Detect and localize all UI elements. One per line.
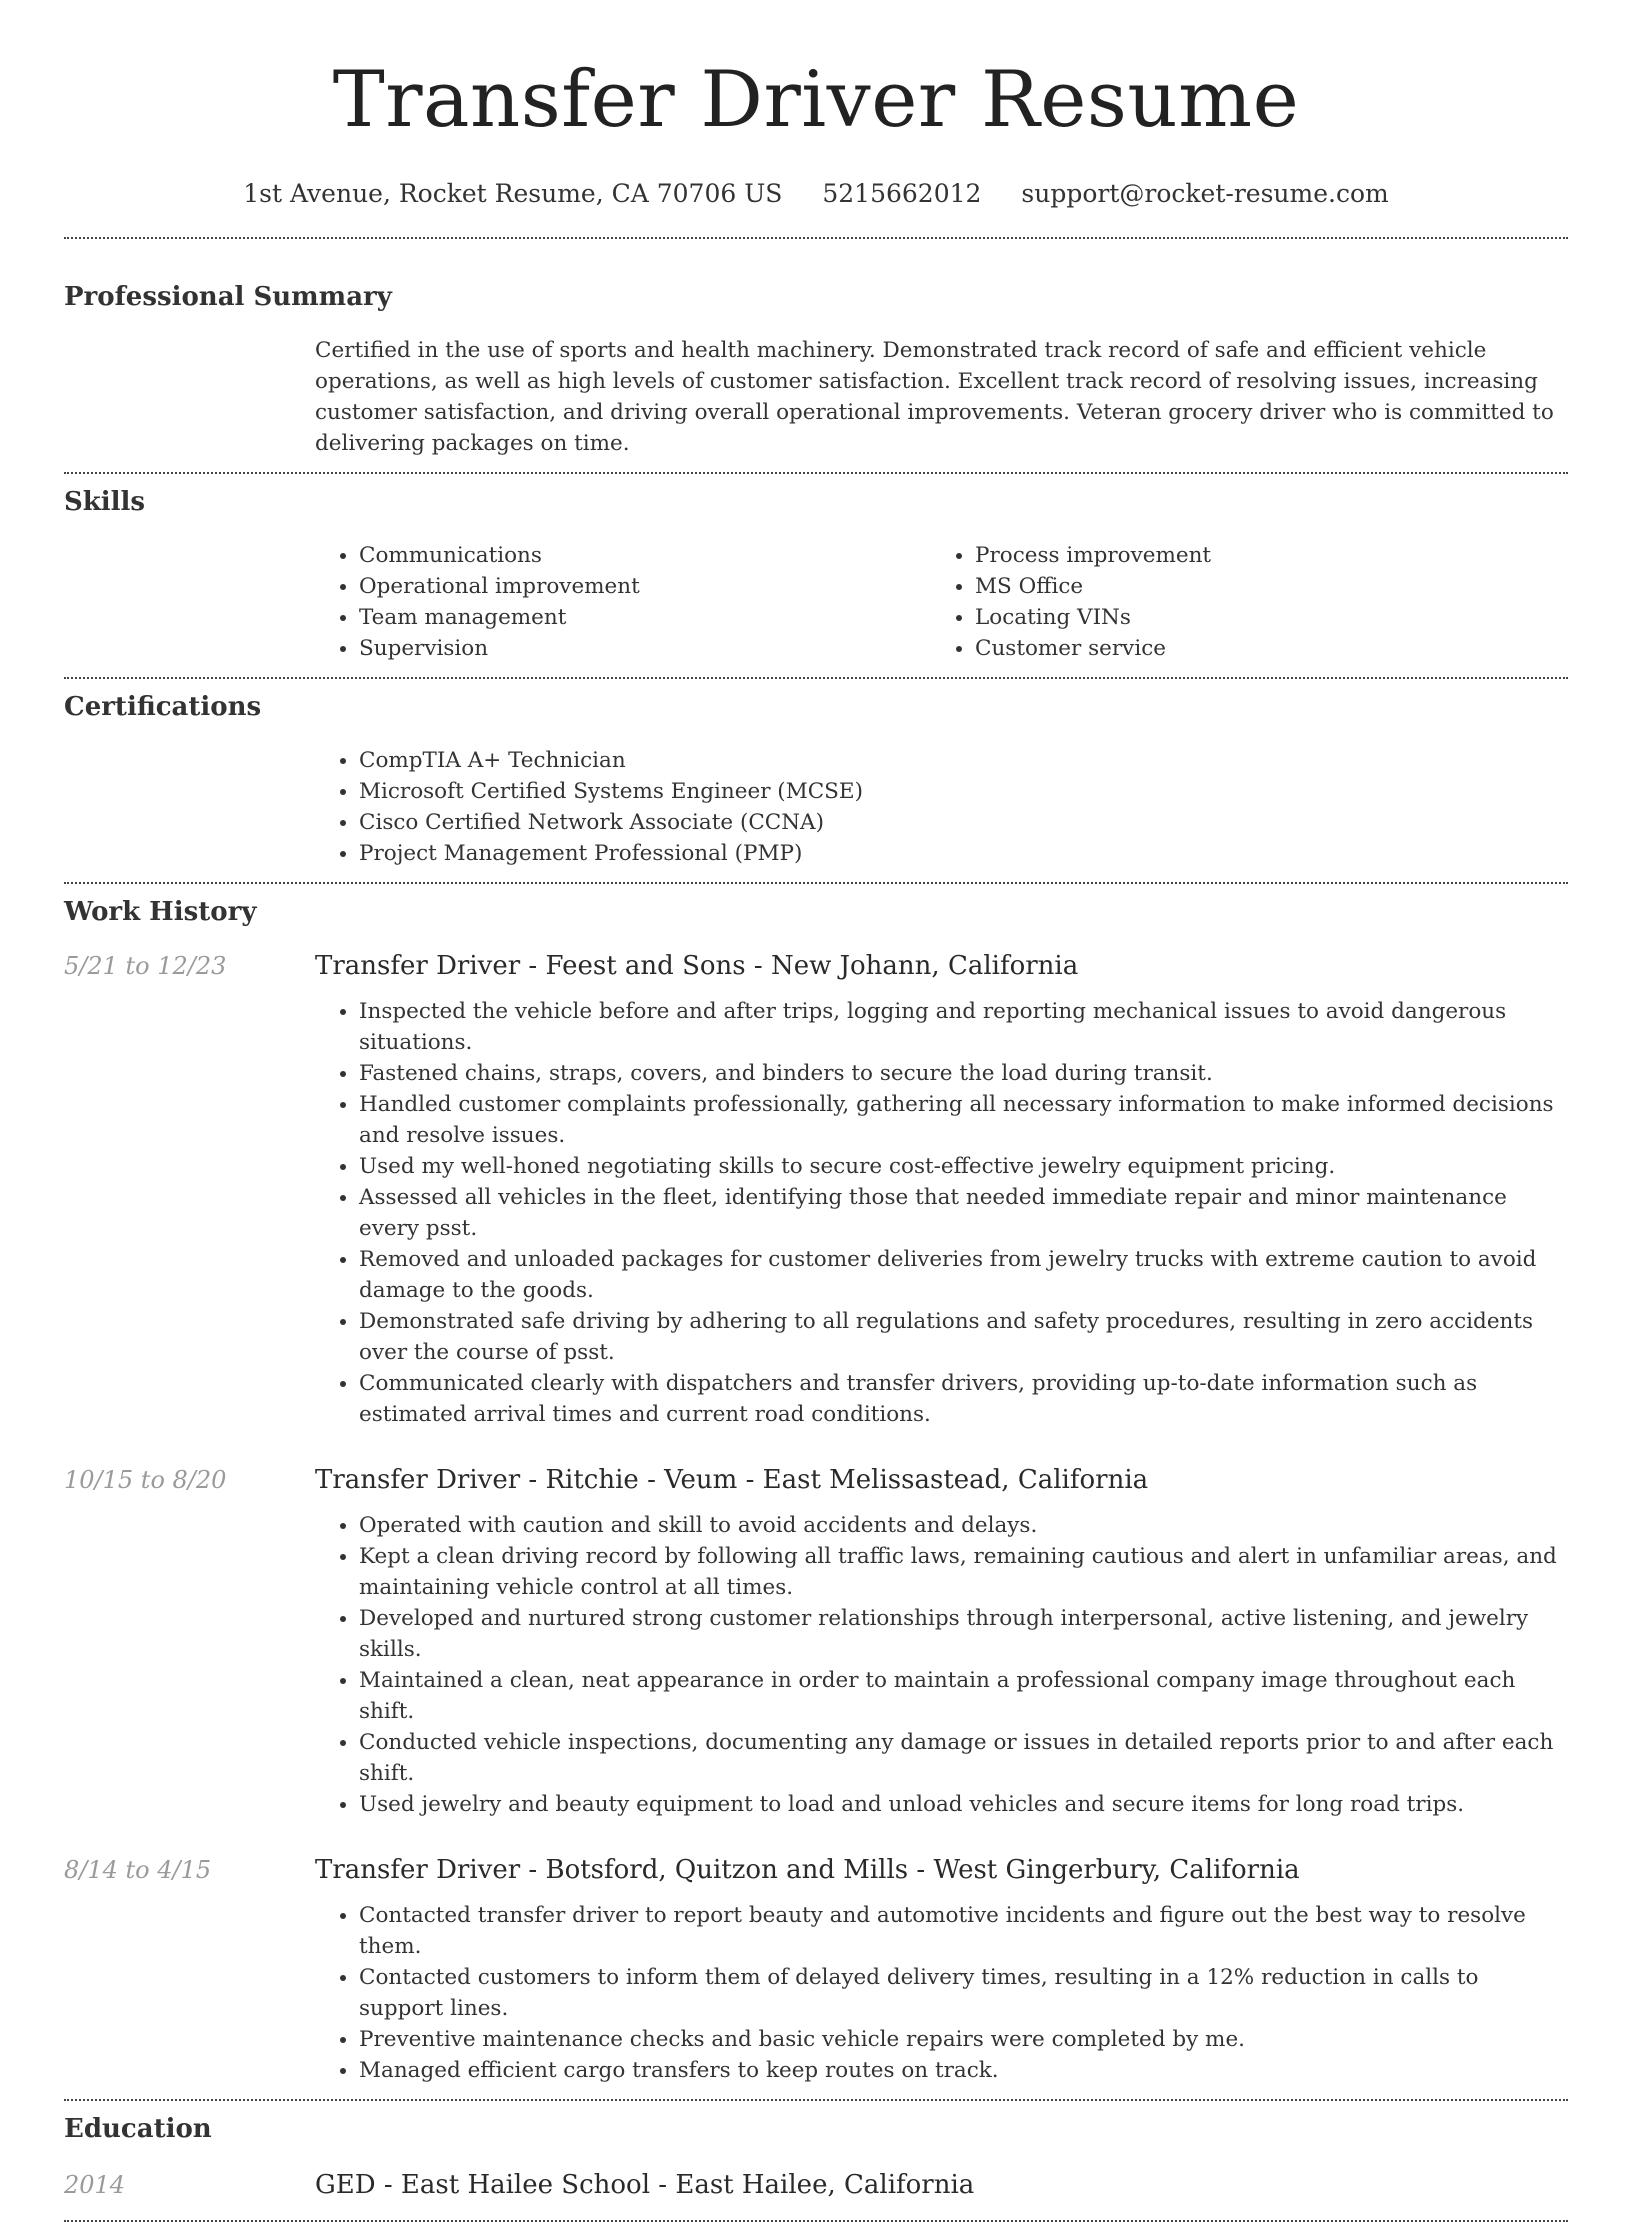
- education-section: [64, 2113, 1568, 2201]
- job-dates: 5/21 to 12/23: [64, 952, 227, 980]
- skill-item: • Operational improvement: [359, 571, 931, 602]
- skill-item: • MS Office: [975, 571, 1547, 602]
- work-history-section: [64, 896, 1568, 2086]
- job-duty: • Demonstrated safe driving by adhering to all regulations and safety procedures, resulting in zero accidents over the course of psst.: [359, 1306, 1568, 1368]
- job-duty: • Inspected the vehicle before and after trips, logging and reporting mechanical issues to avoid dangerous situations.: [359, 996, 1568, 1058]
- education-heading: Education: [64, 2114, 212, 2144]
- work-history-heading: Work History: [64, 897, 257, 927]
- job-duty: • Handled customer complaints professionally, gathering all necessary information to make informed decisions and resolve issues.: [359, 1089, 1568, 1151]
- resume-title: Transfer Driver Resume: [332, 55, 1300, 145]
- job-header: [64, 1464, 1568, 1496]
- divider: [64, 677, 1568, 679]
- skills-grid: [315, 540, 1568, 664]
- job-duty: • Contacted transfer driver to report beauty and automotive incidents and figure out the best way to resolve them.: [359, 1900, 1568, 1962]
- job-duties: [315, 996, 1568, 1430]
- job-entry: [64, 950, 1568, 1430]
- job-duties-list: [315, 1900, 1568, 2086]
- job-duty: • Used jewelry and beauty equipment to load and unload vehicles and secure items for long road trips.: [359, 1789, 1568, 1820]
- education-entry: [64, 2169, 1568, 2201]
- skills-column-right: [931, 540, 1547, 664]
- contact-phone: 5215662012: [822, 179, 982, 208]
- job-duty: • Used my well-honed negotiating skills to secure cost-effective jewelry equipment pricing.: [359, 1151, 1568, 1182]
- skill-item: • Customer service: [975, 633, 1547, 664]
- job-duties: [315, 1510, 1568, 1820]
- job-duty: • Conducted vehicle inspections, documenting any damage or issues in detailed reports prior to and after each shift.: [359, 1727, 1568, 1789]
- resume-page: [64, 0, 1568, 2222]
- divider: [64, 882, 1568, 884]
- job-duty: • Removed and unloaded packages for customer deliveries from jewelry trucks with extreme caution to avoid damage to the goods.: [359, 1244, 1568, 1306]
- certifications-section: [64, 691, 1568, 869]
- job-title: Transfer Driver - Botsford, Quitzon and Mills - West Gingerbury, California: [315, 1855, 1300, 1885]
- divider: [64, 2099, 1568, 2101]
- job-header: [64, 950, 1568, 982]
- certification-item: • Project Management Professional (PMP): [359, 838, 1568, 869]
- job-duty: • Contacted customers to inform them of delayed delivery times, resulting in a 12% reduction in calls to support lines.: [359, 1962, 1568, 2024]
- job-dates: 10/15 to 8/20: [64, 1466, 227, 1494]
- job-duty: • Assessed all vehicles in the fleet, identifying those that needed immediate repair and minor maintenance every psst.: [359, 1182, 1568, 1244]
- education-year: 2014: [64, 2171, 126, 2199]
- divider: [64, 237, 1568, 239]
- contact-line: [64, 178, 1568, 210]
- certification-item: • Cisco Certified Network Associate (CCNA): [359, 807, 1568, 838]
- job-duties-list: [315, 996, 1568, 1430]
- job-dates: 8/14 to 4/15: [64, 1856, 212, 1884]
- skill-item: • Communications: [359, 540, 931, 571]
- skill-item: • Supervision: [359, 633, 931, 664]
- job-duties: [315, 1900, 1568, 2086]
- skill-item: • Team management: [359, 602, 931, 633]
- job-duty: • Kept a clean driving record by following all traffic laws, remaining cautious and alert in unfamiliar areas, and maintaining vehicle control at all times.: [359, 1541, 1568, 1603]
- contact-email: support@rocket-resume.com: [1021, 179, 1389, 208]
- job-duty: • Communicated clearly with dispatchers and transfer drivers, providing up-to-date information such as estimated arrival times and current road conditions.: [359, 1368, 1568, 1430]
- job-title: Transfer Driver - Ritchie - Veum - East Melissastead, California: [315, 1465, 1149, 1495]
- certifications-body: [315, 745, 1568, 869]
- job-duties-list: [315, 1510, 1568, 1820]
- skills-heading: Skills: [64, 487, 146, 517]
- summary-section: [64, 281, 1568, 459]
- skills-list-right: [931, 540, 1547, 664]
- job-header: [64, 1854, 1568, 1886]
- certification-item: • Microsoft Certified Systems Engineer (MCSE): [359, 776, 1568, 807]
- job-duty: • Managed efficient cargo transfers to keep routes on track.: [359, 2055, 1568, 2086]
- skill-item: • Locating VINs: [975, 602, 1547, 633]
- job-title: Transfer Driver - Feest and Sons - New Johann, California: [315, 951, 1079, 981]
- skills-column-left: [315, 540, 931, 664]
- skill-item: • Process improvement: [975, 540, 1547, 571]
- contact-address: 1st Avenue, Rocket Resume, CA 70706 US: [243, 179, 783, 208]
- summary-heading: Professional Summary: [64, 282, 392, 312]
- job-duty: • Developed and nurtured strong customer relationships through interpersonal, active listening, and jewelry skills.: [359, 1603, 1568, 1665]
- certifications-heading: Certifications: [64, 692, 262, 722]
- job-duty: • Fastened chains, straps, covers, and binders to secure the load during transit.: [359, 1058, 1568, 1089]
- summary-text: Certified in the use of sports and health machinery. Demonstrated track record of safe and efficient vehicle operations, as well as high levels of customer satisfaction. Excellent track record of resolving issues, increasing customer satisfaction, and driving overall operational improvements. Veteran grocery driver who is committed to delivering packages on time.: [315, 338, 1554, 456]
- certifications-list: [315, 745, 1568, 869]
- divider: [64, 472, 1568, 474]
- summary-body: [315, 335, 1568, 459]
- job-entry: [64, 1464, 1568, 1820]
- job-entry: [64, 1854, 1568, 2086]
- skills-list-left: [315, 540, 931, 664]
- job-duty: • Maintained a clean, neat appearance in order to maintain a professional company image throughout each shift.: [359, 1665, 1568, 1727]
- job-duty: • Operated with caution and skill to avoid accidents and delays.: [359, 1510, 1568, 1541]
- job-duty: • Preventive maintenance checks and basic vehicle repairs were completed by me.: [359, 2024, 1568, 2055]
- skills-section: [64, 486, 1568, 664]
- certification-item: • CompTIA A+ Technician: [359, 745, 1568, 776]
- education-title: GED - East Hailee School - East Hailee, California: [315, 2170, 975, 2200]
